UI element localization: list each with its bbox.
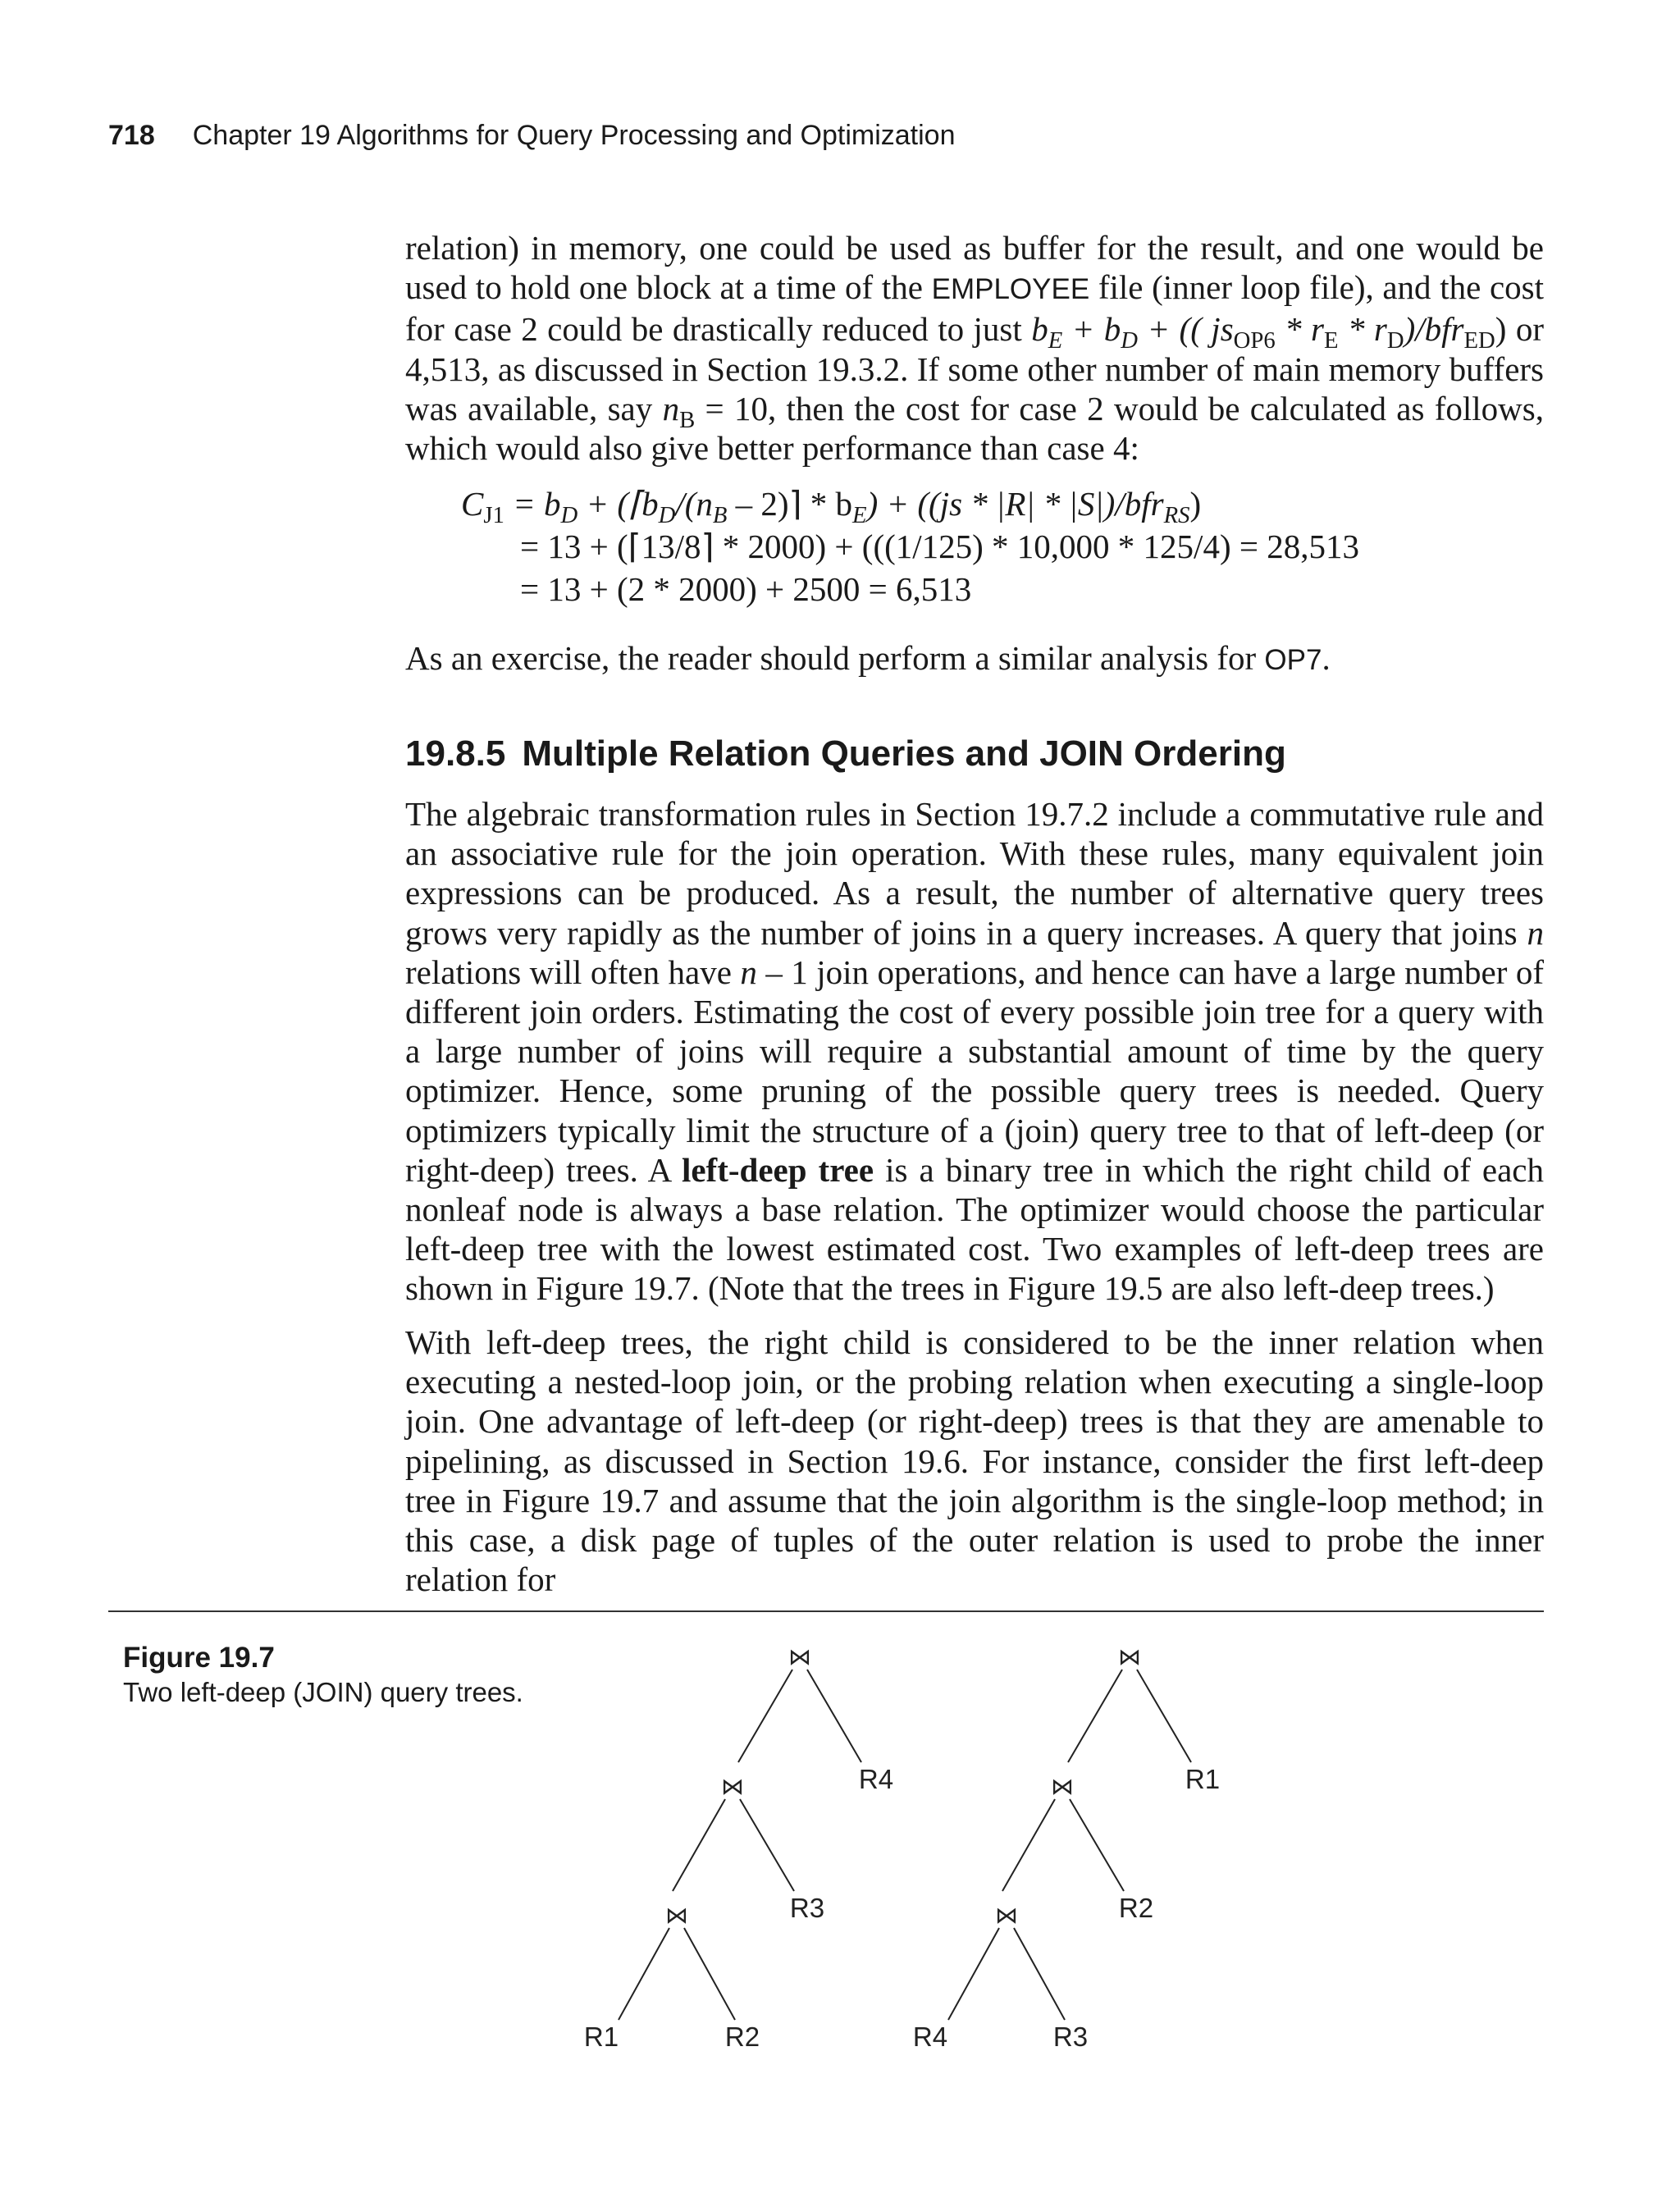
leaf-relation: R2	[1118, 1893, 1154, 1923]
leaf-relation: R1	[1185, 1764, 1221, 1794]
cost-equation: $C_{J1} = b_D$ + ($⌈b_D/(n_B$ – 2)⌉ * $b_E) + ((js * |R| * |S|)/bfr_{RS})$ = 13 + (⌈13/8⌉ * 2000) + (((1/125) * 10,000 * 125/4) = 28,513 = 13 + (2 * 2000) + 2500 = 6,513	[461, 482, 1359, 610]
join-node: ⋈	[665, 1902, 688, 1929]
equation-line-2: = 13 + (⌈13/8⌉ * 2000) + (((1/125) * 10,000 * 125/4) = 28,513	[520, 528, 1359, 565]
join-node: ⋈	[1118, 1643, 1141, 1670]
figure-number: Figure 19.7	[123, 1642, 275, 1674]
leaf-relation: R3	[1052, 2022, 1089, 2052]
leaf-relation: R2	[724, 2022, 760, 2052]
paragraph-3: The algebraic transformation rules in Section 19.7.2 include a commutative rule and an associative rule for the join operation. With these rules, many equivalent join expressions can be produced. As a result, the number of alternative query trees grows very rapidly as the number of joins in a query increases. A query that joins n relations will often have n – 1 join operations, and hence can have a large number of different join orders. Estimating the cost of every possible join tree for a query with a large number of joins will require a substantial amount of time by the query optimizer. Hence, some pruning of the possible query trees is needed. Query optimizers typically limit the structure of a (join) query tree to that of left-deep (or right-deep) trees. A left-deep tree is a binary tree in which the right child of each nonleaf node is always a base relation. The optimizer would choose the particular left-deep tree with the lowest estimated cost. Two examples of left-deep trees are shown in Figure 19.7. (Note that the trees in Figure 19.5 are also left-deep trees.)	[405, 795, 1544, 1308]
running-title: Chapter 19 Algorithms for Query Processing and Optimization	[192, 120, 956, 151]
paragraph-1: relation) in memory, one could be used as buffer for the result, and one would be used to hold one block at a time of the EMPLOYEE file (inner loop file), and the cost for case 2 could be drastically reduced to just $b_E + b_D$ + (( $js_{OP6} * r_E * r_D)/bfr_{ED}$) or 4,513, as discussed in Section 19.3.2. If some other number of main memory buffers was available, say $n_B = 10$, then the cost for case 2 would be calculated as follows, which would also give better performance than case 4:	[405, 229, 1544, 468]
section-title: Multiple Relation Queries and JOIN Ordering	[522, 733, 1286, 774]
section-number: 19.8.5	[405, 733, 506, 774]
left-deep-tree-term: left-deep tree	[681, 1150, 874, 1189]
tree-edges	[619, 1670, 1191, 2020]
figure-caption-text: Two left-deep (JOIN) query trees.	[123, 1677, 523, 1707]
paragraph-4: With left-deep trees, the right child is considered to be the inner relation when executing a nested-loop join, or the probing relation when executing a single-loop join. One advantage of left-deep (or right-deep) trees is that they are amenable to pipelining, as discussed in Section 19.6. For instance, consider the first left-deep tree in Figure 19.7 and assume that the join algorithm is the single-loop method; in this case, a disk page of tuples of the outer relation is used to probe the inner relation for	[405, 1323, 1544, 1599]
join-node: ⋈	[1051, 1773, 1074, 1800]
employee-relation-name: EMPLOYEE	[931, 273, 1090, 306]
leaf-relation: R1	[583, 2022, 619, 2052]
join-node: ⋈	[721, 1773, 744, 1800]
join-node: ⋈	[788, 1643, 811, 1670]
leaf-relation: R4	[858, 1764, 894, 1794]
leaf-relation: R3	[789, 1893, 825, 1923]
join-node: ⋈	[995, 1902, 1018, 1929]
page-number: 718	[108, 120, 155, 151]
leaf-relation: R4	[912, 2022, 948, 2052]
paragraph-2: As an exercise, the reader should perform a similar analysis for OP7.	[405, 639, 1331, 677]
equation-line-3: = 13 + (2 * 2000) + 2500 = 6,513	[520, 570, 972, 608]
